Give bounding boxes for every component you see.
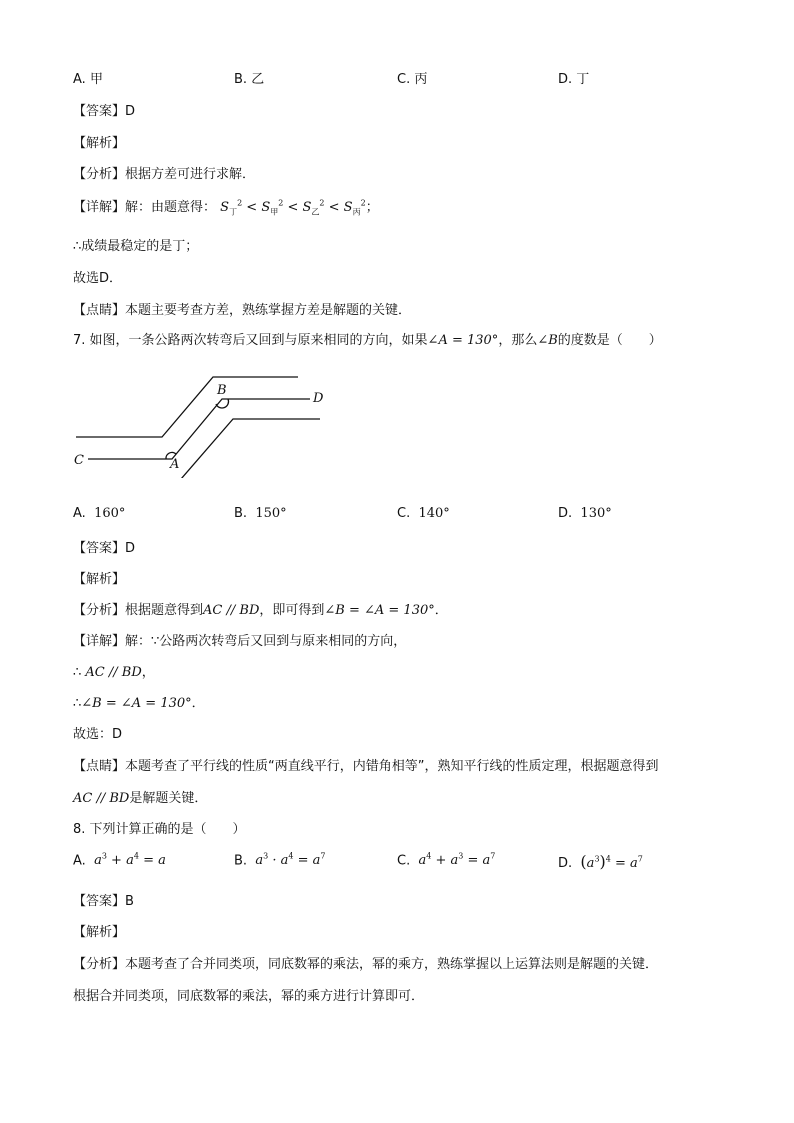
q7-option-b: B. 150° [234,506,287,521]
q6-select: 故选D． [73,271,123,286]
q6-xiangjie: 【详解】解：由题意得： $S_丁^2 < S_甲^2 < S_乙^2 < S_丙^2$； [73,198,379,217]
q8-fenxi-cont: 根据合并同类项，同底数幂的乘法，幂的乘方进行计算即可． [73,989,425,1004]
label-b: B [217,383,227,398]
q7-answer: 【答案】D [73,541,136,556]
q8-fenxi: 【分析】本题考查了合并同类项，同底数幂的乘法，幂的乘方，熟练掌握以上运算法则是解题的关键． [73,957,659,972]
q6-answer: 【答案】D [73,104,136,119]
q8-option-d: D. $(a^3)^4 = a^7$ [558,852,643,871]
q6-fenxi: 【分析】根据方差可进行求解． [73,167,256,182]
road-figure [70,368,340,478]
q6-option-d: D. 丁 [558,72,590,87]
label-a: A [170,457,180,472]
q7-option-c: C. 140° [397,506,450,521]
q6-therefore: ∴成绩最稳定的是丁； [73,239,199,254]
q8-stem: 8. 下列计算正确的是（ ） [73,822,246,837]
q7-dianjing: 【点睛】本题考查了平行线的性质“两直线平行，内错角相等”，熟知平行线的性质定理，根据题意得到 [73,759,659,774]
q6-dianjing: 【点睛】本题主要考查方差，熟练掌握方差是解题的关键． [73,303,412,318]
q6-jiexi-heading: 【解析】 [73,136,126,151]
label-d: D [313,391,324,406]
q6-option-b: B. 乙 [234,72,265,87]
q7-dianjing-cont: AC // BD是解题关键． [73,791,208,806]
q6-option-a: A. 甲 [73,72,103,87]
q7-xiangjie: 【详解】解：∵公路两次转弯后又回到与原来相同的方向， [73,634,407,649]
label-c: C [74,453,84,468]
q7-therefore-1: ∴ AC // BD， [73,665,155,680]
q7-option-a: A. 160° [73,506,126,521]
q7-therefore-2: ∴∠B = ∠A = 130°． [73,696,205,711]
road-edge-upper [76,377,298,437]
q6-option-c: C. 丙 [397,72,428,87]
q8-answer: 【答案】B [73,894,134,909]
q8-option-c: C. $a^4 + a^3 = a^7$ [397,852,496,869]
road-centre-line [88,399,310,459]
q7-select: 故选：D [73,727,123,742]
q7-jiexi-heading: 【解析】 [73,572,126,587]
q8-option-b: B. $a^3 \cdot a^4 = a^7$ [234,852,326,869]
variance-inequality: $S_丁^2 < S_甲^2 < S_乙^2 < S_丙^2$ [220,198,366,217]
q8-jiexi-heading: 【解析】 [73,925,126,940]
q7-stem: 7. 如图，一条公路两次转弯后又回到与原来相同的方向，如果∠A = 130°，那么∠B的度数是（ ） [73,333,662,348]
q7-option-d: D. 130° [558,506,612,521]
q7-fenxi: 【分析】根据题意得到AC // BD，即可得到∠B = ∠A = 130°． [73,603,448,618]
q8-option-a: A. $a^3 + a^4 = a$ [73,852,166,869]
